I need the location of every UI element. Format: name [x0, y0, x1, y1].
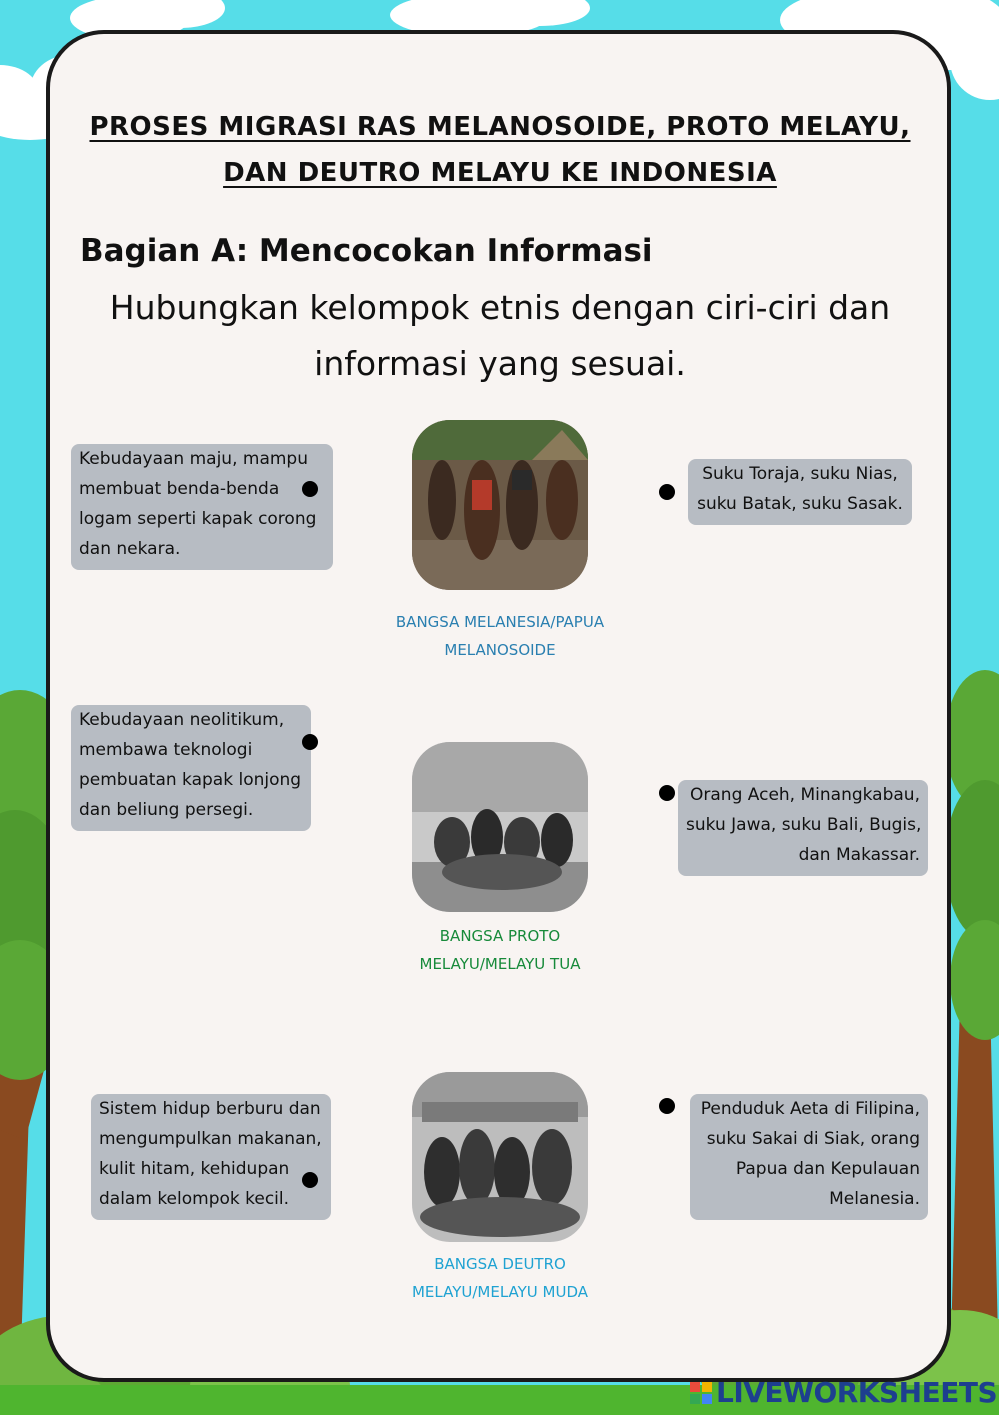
- photo-deutro-melayu-people: [412, 1072, 588, 1242]
- left-item-1-line-3: logam seperti kapak corong: [79, 509, 317, 529]
- right-item-1-line-1: Suku Toraja, suku Nias,: [702, 464, 898, 484]
- worksheet-title-line-1: PROSES MIGRASI RAS MELANOSOIDE, PROTO MELAYU,: [89, 112, 911, 142]
- group-caption-melanesia: [360, 608, 640, 664]
- instruction-line-2: informasi yang sesuai.: [314, 344, 686, 383]
- right-item-2-line-2: suku Jawa, suku Bali, Bugis,: [686, 815, 922, 835]
- group-caption-deutro-melayu-line-1: BANGSA DEUTRO: [434, 1255, 566, 1273]
- liveworksheets-logo-icon: [690, 1382, 712, 1404]
- right-item-3-line-1: Penduduk Aeta di Filipina,: [700, 1099, 920, 1119]
- right-item-3-connector-dot[interactable]: [659, 1098, 675, 1114]
- worksheet-title-line-2: DAN DEUTRO MELAYU KE INDONESIA: [223, 158, 777, 188]
- right-item-2-line-3: dan Makassar.: [798, 845, 920, 865]
- group-caption-melanesia-line-2: MELANOSOIDE: [444, 641, 556, 659]
- left-item-2-line-1: Kebudayaan neolitikum,: [79, 710, 285, 730]
- group-caption-proto-melayu: [360, 922, 640, 978]
- left-item-1-connector-dot[interactable]: [302, 481, 318, 497]
- right-item-1-line-2: suku Batak, suku Sasak.: [697, 494, 903, 514]
- right-item-2-line-1: Orang Aceh, Minangkabau,: [690, 785, 920, 805]
- left-item-3-line-4: dalam kelompok kecil.: [99, 1189, 290, 1209]
- left-item-2[interactable]: [71, 705, 311, 831]
- right-item-3-line-2: suku Sakai di Siak, orang: [706, 1129, 920, 1149]
- section-title: Bagian A: Mencocokan Informasi: [80, 233, 653, 269]
- left-item-2-connector-dot[interactable]: [302, 734, 318, 750]
- left-item-3-line-1: Sistem hidup berburu dan: [99, 1099, 321, 1119]
- instruction-line-1: Hubungkan kelompok etnis dengan ciri-ciri dan: [109, 288, 891, 327]
- group-caption-proto-melayu-line-2: MELAYU/MELAYU TUA: [419, 955, 581, 973]
- right-item-3-line-4: Melanesia.: [829, 1189, 920, 1209]
- left-item-1-line-4: dan nekara.: [79, 539, 181, 559]
- right-item-2-connector-dot[interactable]: [659, 785, 675, 801]
- left-item-1-line-2: membuat benda-benda: [79, 479, 280, 499]
- left-item-2-line-3: pembuatan kapak lonjong: [79, 770, 302, 790]
- right-item-3[interactable]: [690, 1094, 928, 1220]
- photo-melanesia-people: [412, 420, 588, 590]
- liveworksheets-brand-text: LIVEWORKSHEETS: [716, 1376, 998, 1409]
- left-item-2-line-4: dan beliung persegi.: [79, 800, 254, 820]
- left-item-3-line-3: kulit hitam, kehidupan: [99, 1159, 290, 1179]
- left-item-2-line-2: membawa teknologi: [79, 740, 253, 760]
- right-item-1[interactable]: [688, 459, 912, 525]
- group-caption-melanesia-line-1: BANGSA MELANESIA/PAPUA: [395, 613, 605, 631]
- right-item-2[interactable]: [678, 780, 928, 876]
- group-caption-deutro-melayu: [360, 1250, 640, 1306]
- left-item-3-connector-dot[interactable]: [302, 1172, 318, 1188]
- right-item-1-connector-dot[interactable]: [659, 484, 675, 500]
- group-caption-proto-melayu-line-1: BANGSA PROTO: [439, 927, 561, 945]
- left-item-3[interactable]: [91, 1094, 331, 1220]
- left-item-1[interactable]: [71, 444, 333, 570]
- liveworksheets-brand[interactable]: [690, 1376, 997, 1409]
- photo-proto-melayu-people: [412, 742, 588, 912]
- left-item-3-line-2: mengumpulkan makanan,: [99, 1129, 322, 1149]
- group-caption-deutro-melayu-line-2: MELAYU/MELAYU MUDA: [411, 1283, 588, 1301]
- right-item-3-line-3: Papua dan Kepulauan: [735, 1159, 920, 1179]
- left-item-1-line-1: Kebudayaan maju, mampu: [79, 449, 308, 469]
